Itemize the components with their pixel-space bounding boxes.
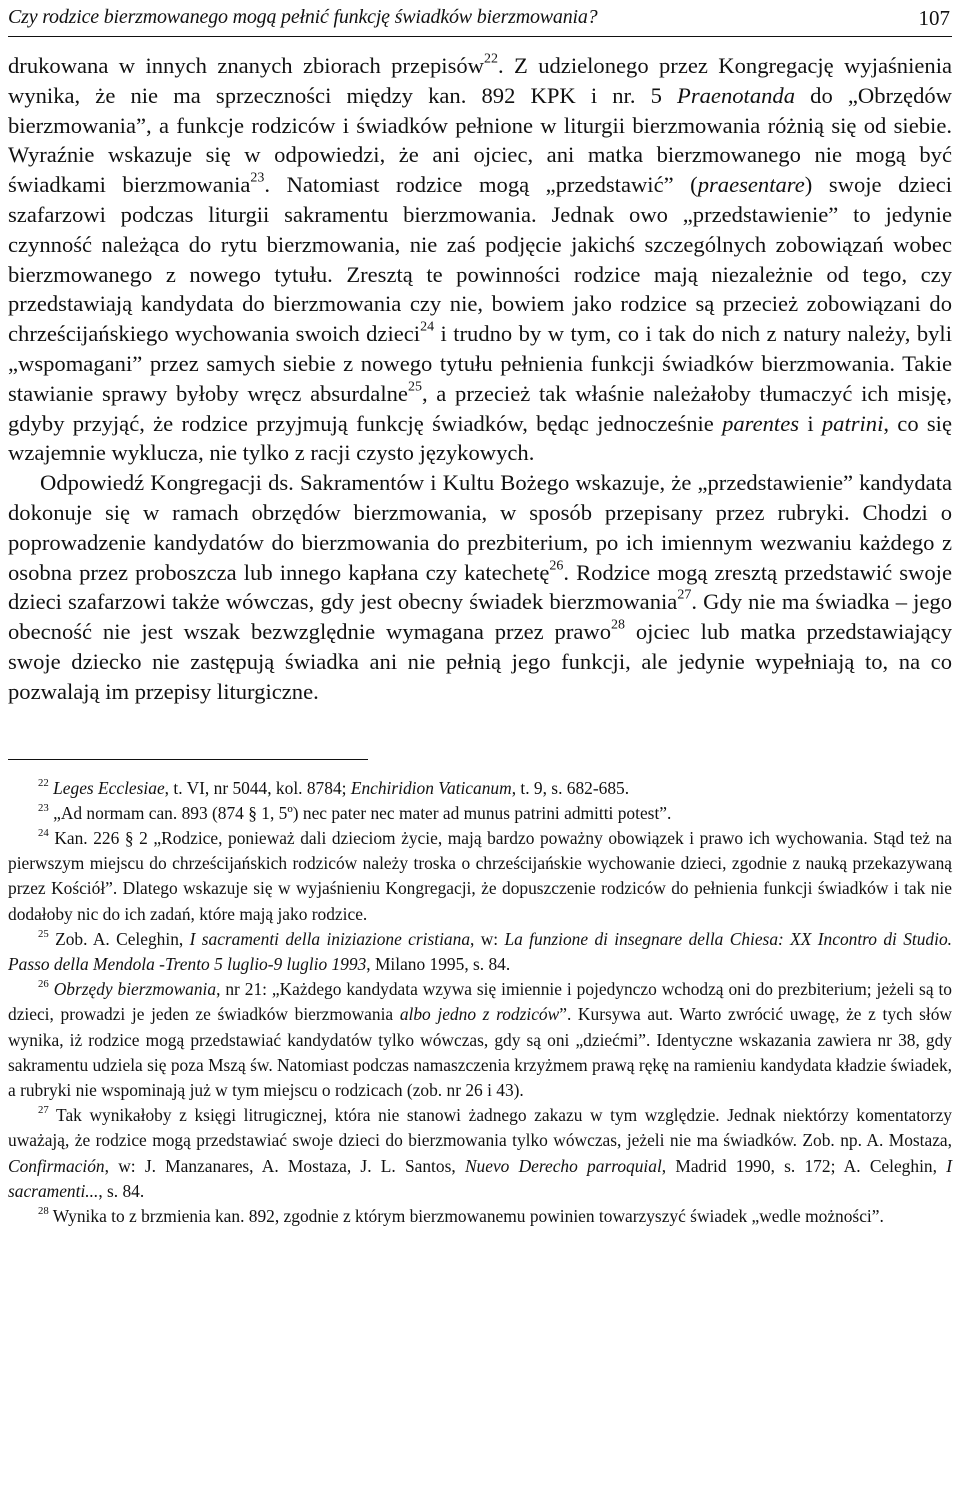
italic-text: Praenotanda [677, 82, 796, 108]
footnote: $^{26}$ Obrzędy bierzmowania, nr 21: „Każdego kandydata wzywa się imiennie i pojedynczo wchodzą oni do prezbiterium; jeżeli są to dzieci, prowadzi je jeden ze świadków bierzmowania albo jedno z rodziców”. Kursywa aut. Warto zwrócić uwagę, że z tych słów wynika, iż rodzice mogą przedstawiać kandydatów tylko wówczas, gdy są oni „dziećmi”. Identyczne wskazania zawiera nr 38, gdy sakramentu udziela się poza Mszą św. Natomiast podczas namaszczenia krzyżmem prawą rękę na ramieniu kandydata kładzie świadek, a rubryki nie wspominają już w tym miejscu o rodzicach (zob. nr 26 i 43). [8, 978, 952, 1100]
footnote: $^{28}$ Wynika to z brzmienia kan. 892, zgodnie z którym bierzmowanemu powinien towarzyszyć świadek „wedle możności”. [38, 1204, 884, 1226]
footnote-marker: 26 [38, 978, 49, 991]
italic-text: Confirmación [8, 1155, 105, 1176]
document-page [8, 0, 952, 1229]
footnote: $^{23}$ „Ad normam can. 893 (874 § 1, 5º) nec pater nec mater ad munus patrini admitti potest”. [38, 801, 672, 823]
footnote: $^{27}$ Tak wynikałoby z księgi litrugicznej, która nie stanowi żadnego zakazu w tym względzie. Jednak niektórzy komentatorzy uważają, że rodzice mogą przedstawiać swoje dzieci do bierzmowania tylko wówczas, jeżeli nie ma świadków. Zob. np. A. Mostaza, Confirmación, w: J. Manzanares, A. Mostaza, J. L. Santos, Nuevo Derecho parroquial, Madrid 1990, s. 172; A. Celeghin, I sacramenti..., s. 84. [8, 1104, 952, 1201]
footnote-marker: 27 [38, 1104, 49, 1117]
footnote-marker: 28 [38, 1204, 49, 1217]
footnote-marker: 24 [38, 826, 49, 839]
italic-text: patrini [821, 410, 884, 436]
page-number: 107 [918, 6, 950, 30]
footnotes [8, 776, 952, 1230]
footnote-marker: 24 [420, 319, 435, 335]
footnote-marker: 22 [484, 51, 498, 67]
footnote-marker: 25 [407, 379, 422, 395]
italic-text: Obrzędy bierzmowania [53, 979, 217, 1000]
italic-text: La funzione di insegnare della Chiesa: XX Incontro di Studio. Passo della Mendola -Trento 5 luglio-9 luglio 1993 [8, 928, 953, 974]
main-text [8, 51, 952, 707]
paragraph: Odpowiedź Kongregacji ds. Sakramentów i Kultu Bożego wskazuje, że „przedstawienie” kandydata dokonuje się w ramach obrzędów bierzmowania, w sposób przepisany przez rubryki. Chodzi o poprowadzenie kandydatów do bierzmowania do prezbiterium, po ich imiennym wezwaniu każdego z osobna przez proboszcza lub innego kapłana czy katechetę$^{26}$. Rodzice mogą zresztą przedstawić swoje dzieci szafarzowi także wówczas, gdy jest obecny świadek bierzmowania$^{27}$. Gdy nie ma świadka – jego obecność nie jest wszak bezwzględnie wymagana przez prawo$^{28}$ ojciec lub matka przedstawiający swoje dziecko nie zastępują świadka ani nie pełnią jego funkcji, ale jedynie wypełniają to, na co pozwalają im przepisy liturgiczne. [8, 470, 953, 704]
footnote-marker: 23 [38, 801, 49, 814]
footnote-marker: 27 [677, 587, 692, 603]
footnote-separator [8, 759, 368, 760]
running-title: Czy rodzice bierzmowanego mogą pełnić funkcję świadków bierzmowania? [8, 6, 598, 28]
italic-text: parentes [722, 410, 800, 436]
footnote: $^{22}$ Leges Ecclesiae, t. VI, nr 5044, kol. 8784; Enchiridion Vaticanum, t. 9, s. 682-685. [38, 776, 630, 798]
footnote-marker: 26 [549, 558, 564, 574]
italic-text: I sacramenti... [8, 1155, 952, 1201]
footnote: $^{25}$ Zob. A. Celeghin, I sacramenti della iniziazione cristiana, w: La funzione di insegnare della Chiesa: XX Incontro di Studio. Passo della Mendola -Trento 5 luglio-9 luglio 1993, Milano 1995, s. 84. [8, 927, 953, 974]
footnote-marker: 28 [611, 617, 625, 633]
footnote-marker: 22 [38, 776, 49, 789]
footnote: $^{24}$ Kan. 226 § 2 „Rodzice, ponieważ dali dzieciom życie, mają bardzo poważny obowiązek i prawo ich wychowania. Stąd też na pierwszym miejscu do chrześcijańskich rodziców należy troska o chrześcijańskie wychowanie dzieci, zgodnie z nauką przekazywaną przez Kościół”. Dlatego wskazuje się w wyjaśnieniu Kongregacji, że dopuszczenie rodziców do pełnienia funkcji świadków i tak nie dodałoby nic do ich zadań, które mają jako rodzice. [8, 826, 952, 924]
page-header [8, 0, 952, 37]
italic-text: I sacramenti della iniziazione cristiana [189, 928, 471, 949]
italic-text: praesentare [697, 172, 805, 198]
italic-text: Nuevo Derecho parroquial [464, 1155, 662, 1176]
italic-text: albo jedno z rodziców [399, 1004, 560, 1025]
footnote-marker: 23 [250, 170, 265, 186]
italic-text: Leges Ecclesiae [53, 777, 165, 798]
paragraph: drukowana w innych znanych zbiorach przepisów$^{22}$. Z udzielonego przez Kongregację wyjaśnienia wynika, że nie ma sprzeczności między kan. 892 KPK i nr. 5 Praenotanda do „Obrzędów bierzmowania”, a funkcje rodziców i świadków pełnione w liturgii bierzmowania różnią się od siebie. Wyraźnie wskazuje się w odpowiedzi, że ani ojciec, ani matka bierzmowanego nie mogą być świadkami bierzmowania$^{23}$. Natomiast rodzice mogą „przedstawić” (praesentare) swoje dzieci szafarzowi podczas liturgii sakramentu bierzmowania. Jednak owo „przedstawienie” to jedynie czynność należąca do rytu bierzmowania, nie zaś podjęcie jakichś szczególnych zobowiązań wobec bierzmowanego z nowego tytułu. Zresztą te powinności rodzice mają niezależnie od tego, czy przedstawiają kandydata do bierzmowania czy nie, bowiem jako rodzice są przecież zobowiązani do chrześcijańskiego wychowania swoich dzieci$^{24}$ i trudno by w tym, co i tak do nich z natury należy, byli „wspomagani” przez samych siebie z nowego tytułu pełnienia funkcji świadków bierzmowania. Takie stawianie sprawy byłoby wręcz absurdalne$^{25}$, a przecież tak właśnie należałoby tłumaczyć ich misję, gdyby przyjąć, że rodzice przyjmują funkcję świadków, będąc jednocześnie parentes i patrini, co się wzajemnie wyklucza, nie tylko z racji czysto językowych. [8, 51, 952, 466]
italic-text: Enchiridion Vaticanum [350, 777, 512, 798]
footnote-marker: 25 [38, 927, 49, 940]
